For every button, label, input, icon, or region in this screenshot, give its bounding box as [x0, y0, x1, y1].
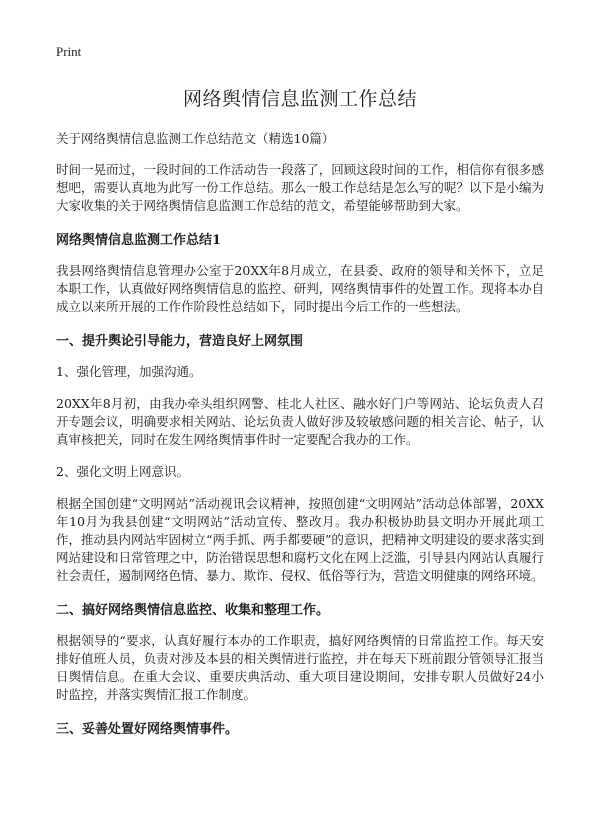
item-paragraph-2: 根据全国创建“文明网站”活动视讯会议精神，按照创建“文明网站”活动总体部署，20XX年10月为我县创建“文明网站”活动宣传、整改月。我办积极协助县文明办开展此项工作，推动县内网站牢固树立“两手抓、两手都要硬”的意识，把精神文明建设的要求落实到网站建设和日常管理之中，防治错误思想和腐朽文化在网上泛滥，引导县内网站认真履行社会责任，遏制网络色情、暴力、欺诈、侵权、低俗等行为，营造文明健康的网络环境。 — [56, 496, 544, 583]
item-heading-1: 1、强化管理，加强沟通。 — [56, 364, 202, 379]
section-intro-paragraph: 我县网络舆情信息管理办公室于20XX年8月成立，在县委、政府的领导和关怀下，立足本职工作，认真做好网络舆情信息的监控、研判，网络舆情事件的处置工作。现将本办自成立以来所开展的工作作阶段性总结如下，同时提出今后工作的一些想法。 — [56, 263, 544, 314]
part-paragraph-2: 根据领导的“要求，认真好履行本办的工作职责，搞好网络舆情的日常监控工作。每天安排好值班人员，负责对涉及本县的相关舆情进行监控，并在每天下班前跟分管领导汇报当日舆情信息。在重大会议、重要庆典活动、重大项目建设期间，安排专职人员做好24小时监控，并落实舆情汇报工作制度。 — [56, 633, 544, 702]
part-heading-1: 一、提升舆论引导能力，营造良好上网氛围 — [56, 334, 304, 349]
part-heading-2: 二、搞好网络舆情信息监控、收集和整理工作。 — [56, 603, 330, 618]
intro-paragraph: 时间一晃而过，一段时间的工作活动告一段落了，回顾这段时间的工作，相信你有很多感想吧，需要认真地为此写一份工作总结。那么一般工作总结是怎么写的呢？以下是小编为大家收集的关于网络舆情信息监测工作总结的范文，希望能够帮助到大家。 — [56, 162, 544, 213]
section-heading: 网络舆情信息监测工作总结1 — [56, 233, 222, 248]
document-subtitle: 关于网络舆情信息监测工作总结范文（精选10篇） — [56, 131, 335, 146]
item-paragraph-1: 20XX年8月初，由我办牵头组织网警、桂北人社区、融水好门户等网站、论坛负责人召开专题会议，明确要求相关网站、论坛负责人做好涉及较敏感问题的相关言论、帖子，认真审核把关，同时在发生网络舆情事件时一定要配合我办的工作。 — [56, 396, 544, 447]
document-title: 网络舆情信息监测工作总结 — [182, 88, 417, 110]
item-heading-2: 2、强化文明上网意识。 — [56, 464, 189, 479]
part-heading-3: 三、妥善处置好网络舆情事件。 — [56, 722, 239, 737]
print-link[interactable]: Print — [56, 44, 82, 59]
